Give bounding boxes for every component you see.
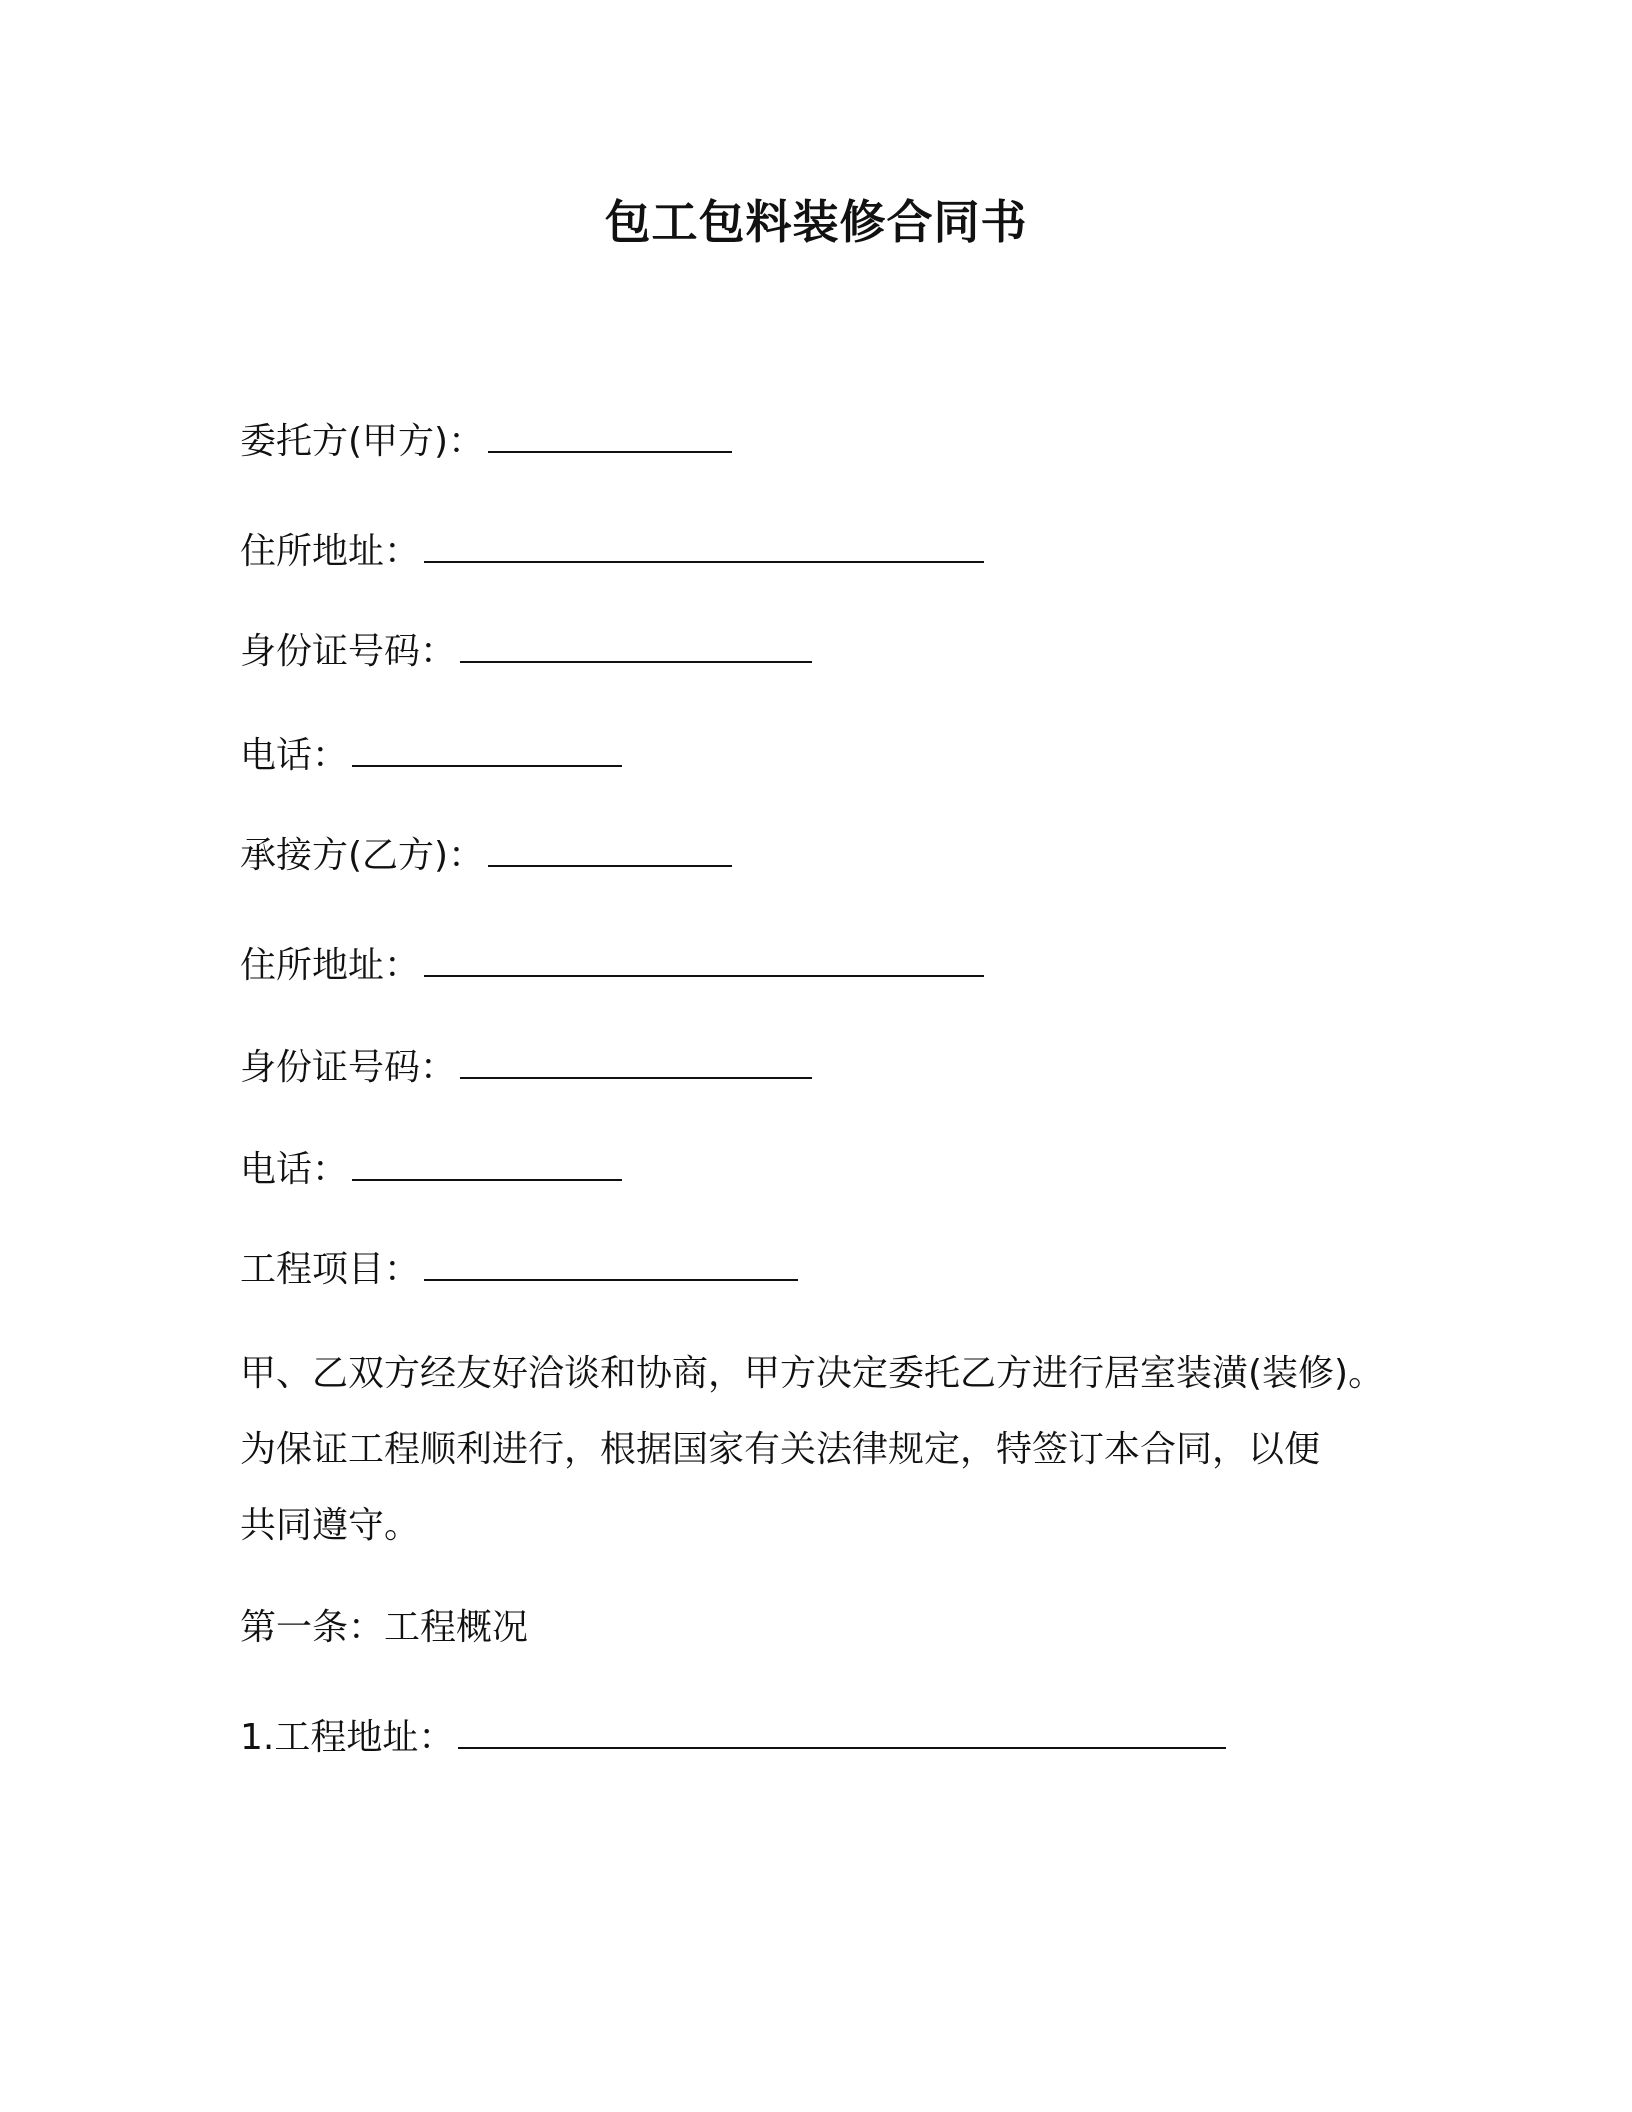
- project-label: 工程项目：: [240, 1249, 421, 1290]
- project-address-line: [240, 1714, 1226, 1762]
- project-line: [240, 1246, 798, 1294]
- party-b-address-blank: [424, 971, 984, 977]
- party-a-name-label: 委托方(甲方)：: [240, 421, 485, 462]
- party-a-name-blank: [488, 447, 732, 453]
- document-title: 包工包料装修合同书: [604, 195, 1028, 249]
- party-b-address-line: [240, 942, 984, 990]
- party-a-phone-blank: [352, 761, 622, 767]
- party-a-address-blank: [424, 557, 984, 563]
- party-b-name-line: [240, 832, 732, 880]
- party-b-address-label: 住所地址：: [240, 945, 421, 986]
- party-a-address-line: [240, 528, 984, 576]
- party-a-phone-label: 电话：: [240, 735, 349, 776]
- party-a-phone-line: [240, 732, 622, 780]
- party-b-name-label: 承接方(乙方)：: [240, 835, 485, 876]
- project-blank: [424, 1275, 798, 1281]
- party-a-id-blank: [460, 657, 812, 663]
- preamble-line-3: 共同遵守。: [240, 1505, 421, 1546]
- party-a-address-label: 住所地址：: [240, 531, 421, 572]
- party-b-id-line: [240, 1044, 812, 1092]
- party-a-id-label: 身份证号码：: [240, 631, 457, 672]
- party-b-name-blank: [488, 861, 732, 867]
- project-address-blank: [458, 1743, 1226, 1749]
- party-b-id-label: 身份证号码：: [240, 1047, 457, 1088]
- party-b-id-blank: [460, 1073, 812, 1079]
- party-a-id-line: [240, 628, 812, 676]
- preamble-line-2: 为保证工程顺利进行，根据国家有关法律规定，特签订本合同，以便: [240, 1429, 1321, 1470]
- article-1-heading: 第一条：工程概况: [240, 1607, 529, 1648]
- project-address-label: 1.工程地址：: [240, 1717, 455, 1758]
- party-b-phone-blank: [352, 1175, 622, 1181]
- party-b-phone-label: 电话：: [240, 1149, 349, 1190]
- party-a-name-line: [240, 418, 732, 466]
- preamble-line-1: 甲、乙双方经友好洽谈和协商，甲方决定委托乙方进行居室装潢(装修)。: [240, 1353, 1385, 1394]
- party-b-phone-line: [240, 1146, 622, 1194]
